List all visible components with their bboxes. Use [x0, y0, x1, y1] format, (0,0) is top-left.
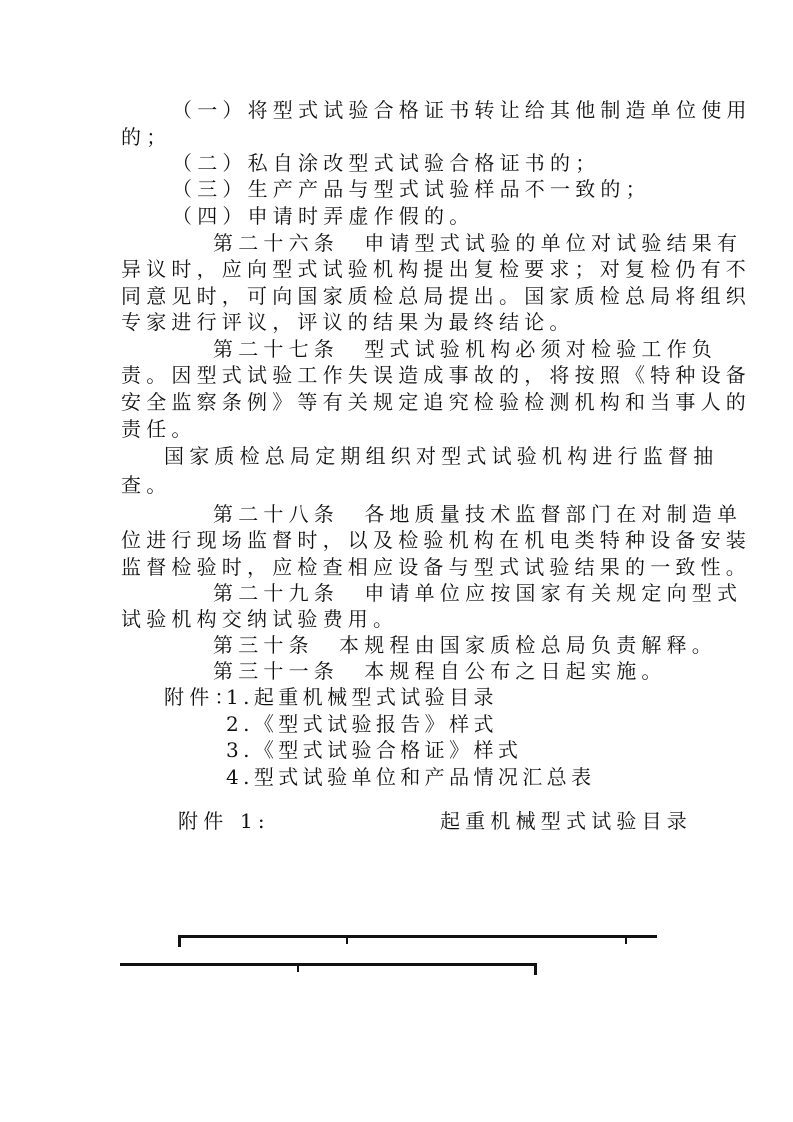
text-line: 专家进行评议，评议的结果为最终结论。	[121, 310, 575, 334]
text-line: 责任。	[121, 417, 197, 441]
text-line: 第二十九条 申请单位应按国家有关规定向型式	[213, 581, 743, 605]
attachment-item-1: 1.起重机械型式试验目录	[226, 685, 498, 709]
attachment-item-2: 2.《型式试验报告》样式	[226, 712, 498, 736]
text-line: 第三十条 本规程由国家质检总局负责解释。	[213, 633, 717, 657]
text-line: 第二十八条 各地质量技术监督部门在对制造单	[213, 502, 743, 526]
text-line: 国家质检总局定期组织对型式试验机构进行监督抽	[164, 444, 719, 468]
text-line: 试验机构交纳试验费用。	[121, 607, 399, 631]
text-line: 查。	[121, 473, 172, 497]
attachments-label: 附件：	[164, 685, 240, 709]
appendix-title: 起重机械型式试验目录	[440, 809, 692, 833]
attachment-item-3: 3.《型式试验合格证》样式	[226, 738, 523, 762]
appendix-label: 附件 1:	[178, 809, 270, 833]
text-line: （三）生产产品与型式试验样品不一致的；	[172, 177, 651, 201]
text-line: 第二十七条 型式试验机构必须对检验工作负	[213, 337, 717, 361]
text-line: （一）将型式试验合格证书转让给其他制造单位使用	[172, 98, 752, 122]
text-line: 的；	[121, 125, 172, 149]
text-line: 位进行现场监督时，以及检验机构在机电类特种设备安装	[121, 528, 751, 552]
text-line: 第二十六条 申请型式试验的单位对试验结果有	[213, 231, 743, 255]
text-line: （四）申请时弄虚作假的。	[172, 204, 475, 228]
text-line: （二）私自涂改型式试验合格证书的；	[172, 151, 601, 175]
text-line: 监督检验时，应检查相应设备与型式试验结果的一致性。	[121, 555, 751, 579]
text-line: 责。因型式试验工作失误造成事故的，将按照《特种设备	[121, 363, 751, 387]
text-line: 第三十一条 本规程自公布之日起实施。	[213, 659, 667, 683]
attachment-item-4: 4.型式试验单位和产品情况汇总表	[226, 765, 596, 789]
text-line: 安全监察条例》等有关规定追究检验检测机构和当事人的	[121, 390, 751, 414]
text-line: 同意见时，可向国家质检总局提出。国家质检总局将组织	[121, 284, 751, 308]
text-line: 异议时，应向型式试验机构提出复检要求；对复检仍有不	[121, 257, 751, 281]
